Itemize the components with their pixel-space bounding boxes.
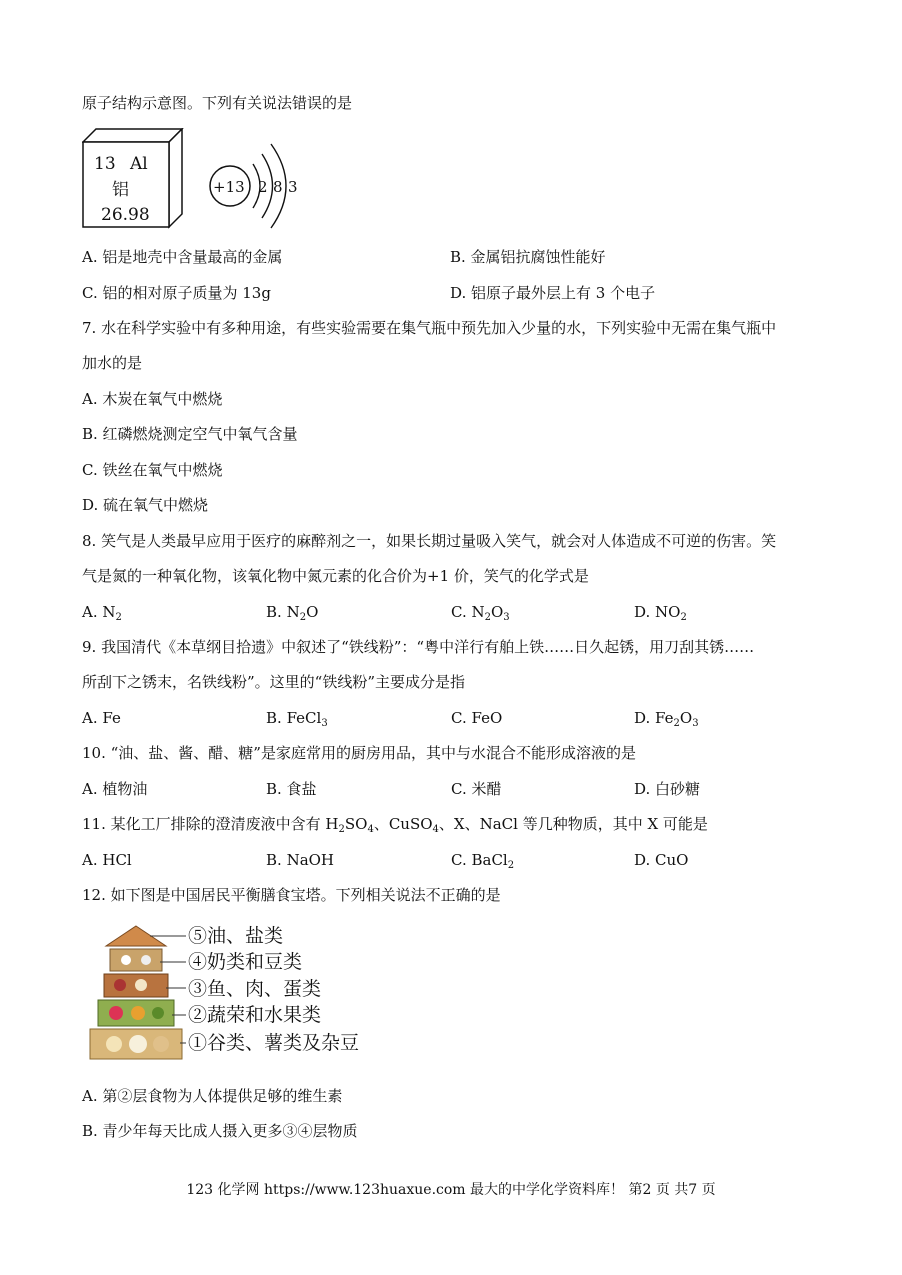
q10-option-c: C. 米醋 xyxy=(451,780,502,798)
q7-stem-line2: 加水的是 xyxy=(82,354,143,372)
pyramid-connector-lines xyxy=(150,925,190,1055)
tile-mass: 26.98 xyxy=(101,205,150,225)
q6-option-d: D. 铝原子最外层上有 3 个电子 xyxy=(450,284,656,302)
q9-option-d: D. $Fe_2O_3$ xyxy=(634,709,699,729)
q9-stem-line2: 所刮下之锈末，名铁线粉”。这里的“铁线粉”主要成分是指 xyxy=(82,673,466,691)
q10-option-d: D. 白砂糖 xyxy=(634,780,701,798)
q8-option-a: A. $N_2$ xyxy=(82,603,122,623)
q6-stem: 原子结构示意图。下列有关说法错误的是 xyxy=(82,94,353,112)
q9-stem-line1: 9. 我国清代《本草纲目拾遗》中叙述了“铁线粉”：“粤中洋行有舶上铁……日久起锈，用刀刮其锈…… xyxy=(82,638,755,656)
tile-name: 铝 xyxy=(112,180,129,200)
pyramid-tier-5-label: ⑤油、盐类 xyxy=(188,925,284,947)
q6-option-b: B. 金属铝抗腐蚀性能好 xyxy=(450,248,606,266)
shell-3-electrons: 3 xyxy=(288,178,298,196)
pyramid-tier-4-label: ④奶类和豆类 xyxy=(188,951,303,973)
pyramid-tier-2-label: ②蔬荣和水果类 xyxy=(188,1004,322,1026)
q7-stem-line1: 7. 水在科学实验中有多种用途，有些实验需要在集气瓶中预先加入少量的水，下列实验中无需在集气瓶中 xyxy=(82,319,777,337)
tile-symbol: Al xyxy=(130,154,148,174)
q11-option-a: A. HCl xyxy=(82,851,132,869)
pyramid-tier-3-label: ③鱼、肉、蛋类 xyxy=(188,978,322,1000)
q7-option-a: A. 木炭在氧气中燃烧 xyxy=(82,390,223,408)
q12-stem: 12. 如下图是中国居民平衡膳食宝塔。下列相关说法不正确的是 xyxy=(82,886,501,904)
q6-option-c: C. 铝的相对原子质量为 13g xyxy=(82,284,271,302)
tile-number: 13 xyxy=(94,154,116,174)
q11-option-d: D. CuO xyxy=(634,851,689,869)
q8-option-c: C. $N_2O_3$ xyxy=(451,603,510,623)
shell-2-electrons: 8 xyxy=(273,178,283,196)
q10-stem: 10. “油、盐、酱、醋、糖”是家庭常用的厨房用品，其中与水混合不能形成溶液的是 xyxy=(82,744,636,762)
q6-option-a: A. 铝是地壳中含量最高的金属 xyxy=(82,248,283,266)
q11-stem: 11. 某化工厂排除的澄清废液中含有 $H_2SO_4$、CuSO$_4$、X、NaCl 等几种物质，其中 X 可能是 xyxy=(82,815,708,835)
q9-option-a: A. Fe xyxy=(82,709,121,727)
q9-option-c: C. FeO xyxy=(451,709,503,727)
q10-option-a: A. 植物油 xyxy=(82,780,148,798)
q11-option-b: B. NaOH xyxy=(266,851,335,869)
q11-option-c: C. BaCl$_2$ xyxy=(451,851,515,871)
q8-option-b: B. $N_2O$ xyxy=(266,603,319,623)
q10-option-b: B. 食盐 xyxy=(266,780,317,798)
q12-option-b: B. 青少年每天比成人摄入更多③④层物质 xyxy=(82,1122,358,1140)
pyramid-tier-1-label: ①谷类、薯类及杂豆 xyxy=(188,1032,360,1054)
q12-option-a: A. 第②层食物为人体提供足够的维生素 xyxy=(82,1087,343,1105)
q8-option-d: D. $NO_2$ xyxy=(634,603,687,623)
atom-nucleus-charge: +13 xyxy=(213,178,245,196)
q7-option-d: D. 硫在氧气中燃烧 xyxy=(82,496,209,514)
shell-1-electrons: 2 xyxy=(258,178,268,196)
q8-stem-line2: 气是氮的一种氧化物，该氧化物中氮元素的化合价为+1 价，笑气的化学式是 xyxy=(82,567,589,585)
q9-option-b: B. FeCl$_3$ xyxy=(266,709,328,729)
q7-option-c: C. 铁丝在氧气中燃烧 xyxy=(82,461,223,479)
q7-option-b: B. 红磷燃烧测定空气中氧气含量 xyxy=(82,425,298,443)
page-footer: 123 化学网 https://www.123huaxue.com 最大的中学化学资料库！ 第2 页 共7 页 xyxy=(186,1182,716,1198)
q8-stem-line1: 8. 笑气是人类最早应用于医疗的麻醉剂之一，如果长期过量吸入笑气，就会对人体造成不可逆的伤害。笑 xyxy=(82,532,777,550)
